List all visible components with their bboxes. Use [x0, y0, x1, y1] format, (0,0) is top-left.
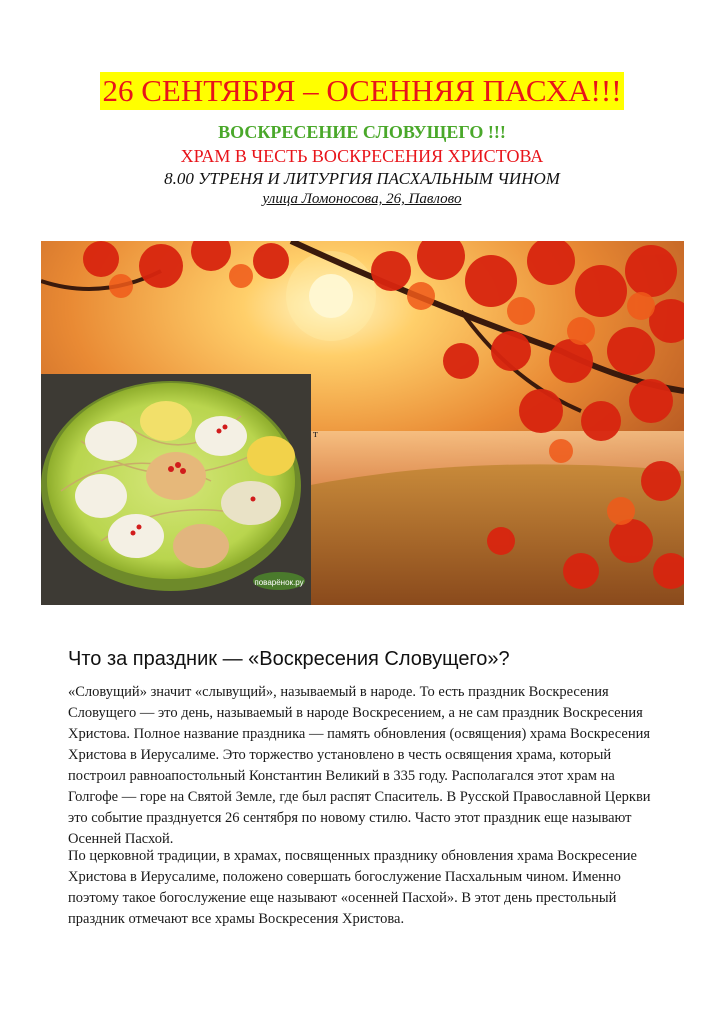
easter-eggs-inset — [41, 374, 311, 605]
article-paragraph-1: «Словущий» значит «слывущий», называемый в народе. То есть праздник Воскресения Словущего — это день, называемый в народе Воскресением, а не сам праздник Воскресения Христова. Полное название праздника — память обновления (освящения) храма Воскресения Христова в Иерусалиме. Это торжество установлено в честь освящения храма, который построил равноапостольный Константин Великий в 335 году. Располагался этот храм на Голгофе — горе на Святой Земле, где был распят Спаситель. В Русской Православной Церкви это событие празднуется 26 сентября по новому стилю. Часто этот праздник еще называют Осенней Пасхой. — [68, 684, 651, 847]
service-time: 8.00 УТРЕНЯ И ЛИТУРГИЯ ПАСХАЛЬНЫМ ЧИНОМ — [164, 169, 560, 188]
article-heading: Что за праздник — «Воскресения Словущего»? — [68, 648, 510, 670]
watermark-text: поварёнок.ру — [254, 578, 304, 587]
headline-container — [0, 72, 724, 110]
stray-char: т — [313, 428, 318, 440]
church-address: улица Ломоносова, 26, Павлово — [262, 191, 462, 207]
page-headline: 26 СЕНТЯБРЯ – ОСЕННЯЯ ПАСХА!!! — [102, 73, 622, 108]
feast-name: ВОСКРЕСЕНИЕ СЛОВУЩЕГО !!! — [218, 122, 506, 142]
autumn-easter-photo — [41, 241, 684, 605]
article-paragraph-2: По церковной традиции, в храмах, посвященных празднику обновления храма Воскресение Христова в Иерусалиме, положено совершать богослужение Пасхальным чином. Именно поэтому такое богослужение еще называют «осенней Пасхой». В этот день престольный праздник отмечают все храмы Воскресения Христова. — [68, 848, 637, 927]
church-name: ХРАМ В ЧЕСТЬ ВОСКРЕСЕНИЯ ХРИСТОВА — [180, 146, 544, 166]
